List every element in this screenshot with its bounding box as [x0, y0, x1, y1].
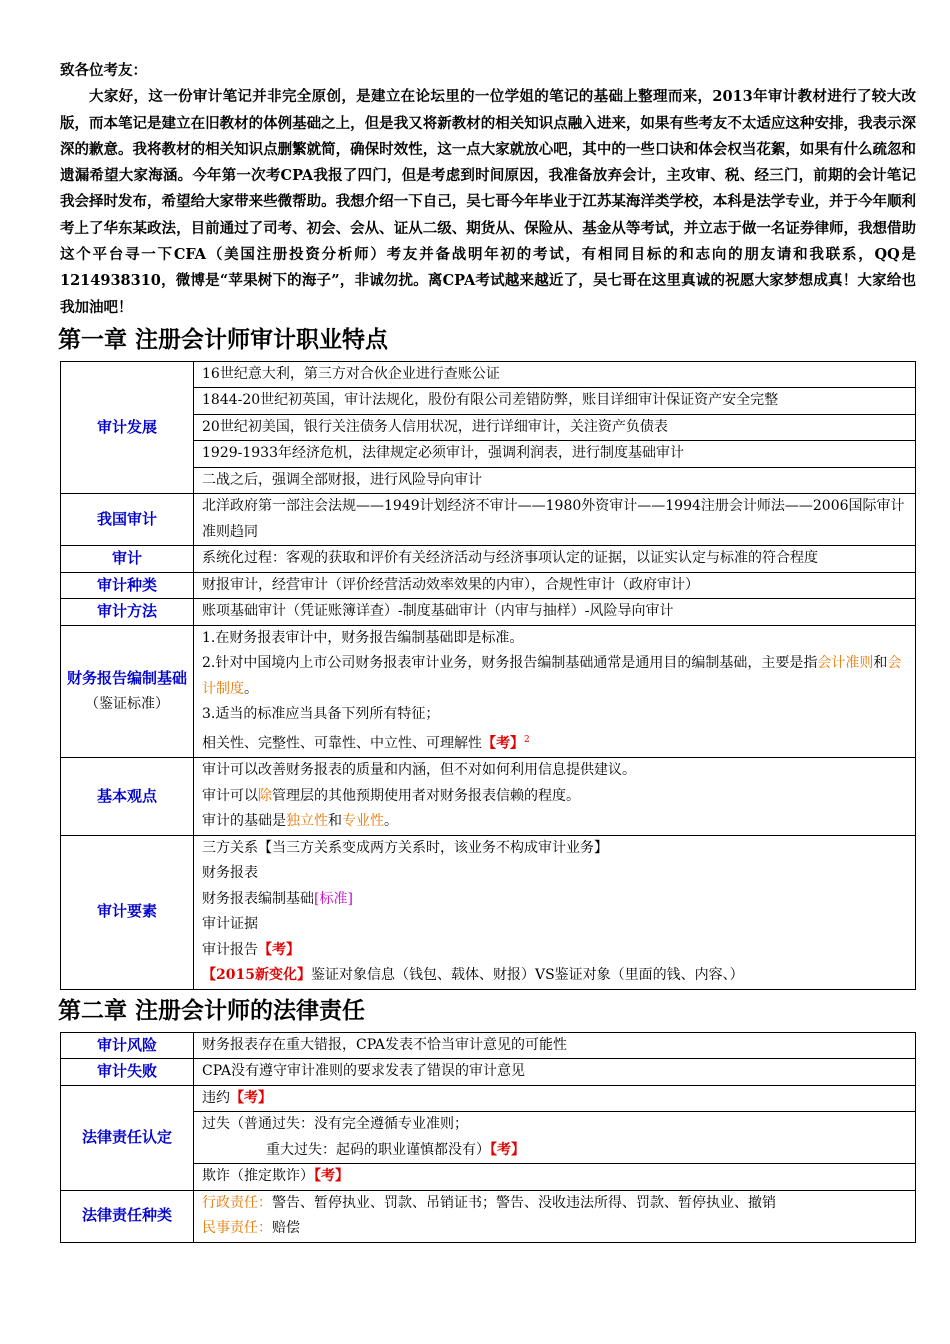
audit-methods-text: 账项基础审计（凭证账簿详查）-制度基础审计（内审与抽样）-风险导向审计 — [194, 599, 916, 626]
label-audit-types: 审计种类 — [61, 572, 194, 599]
exam-tag: 【考】 — [258, 941, 300, 958]
basis-line: 2.针对中国境内上市公司财务报表审计业务，财务报告编制基础通常是通用目的编制基础，主要是指会计准则和会计制度。 — [202, 655, 902, 697]
standard-tag: [标准] — [314, 890, 353, 907]
label-basic-views: 基本观点 — [61, 758, 194, 836]
intro-letter — [60, 58, 916, 321]
liability-kinds-content — [194, 1190, 916, 1242]
chapter-1-table — [60, 361, 916, 990]
elements-line: 审计报告【考】 — [202, 941, 300, 958]
audit-failure-text: CPA没有遵守审计准则的要求发表了错误的审计意见 — [194, 1059, 916, 1086]
new-change-tag: 【2015新变化】 — [202, 967, 311, 984]
label-audit-methods: 审计方法 — [61, 599, 194, 626]
chapter-1-title: 第一章 注册会计师审计职业特点 — [58, 325, 389, 353]
elements-line: 财务报表编制基础[标准] — [202, 890, 353, 907]
china-audit-text: 北洋政府第一部注会法规——1949计划经济不审计——1980外资审计——1994注册会计师法——2006国际审计准则趋同 — [194, 494, 916, 546]
label-audit-development: 审计发展 — [61, 361, 194, 494]
liability-fraud: 欺诈（推定欺诈）【考】 — [194, 1164, 916, 1191]
reporting-basis-title: 财务报告编制基础 — [66, 669, 187, 688]
dev-item: 16世纪意大利，第三方对合伙企业进行查账公证 — [194, 361, 916, 388]
basis-line: 相关性、完整性、可靠性、中立性、可理解性【考】$^2$ — [202, 734, 530, 752]
negligence-ordinary: 过失（普通过失：没有完全遵循专业准则； — [202, 1116, 468, 1133]
label-china-audit: 我国审计 — [61, 494, 194, 546]
label-audit-elements: 审计要素 — [61, 835, 194, 989]
negligence-gross: 重大过失：起码的职业谨慎都没有）【考】 — [266, 1141, 525, 1158]
audit-definition: 系统化过程：客观的获取和评价有关经济活动与经济事项认定的证据，以证实认定与标准的符合程度 — [194, 546, 916, 573]
exam-tag: 【考】 — [230, 1089, 272, 1106]
elements-line: 三方关系【当三方关系变成两方关系时，该业务不构成审计业务】 — [202, 839, 608, 856]
intro-body: 大家好，这一份审计笔记并非完全原创，是建立在论坛里的一位学姐的笔记的基础上整理而来，2013年审计教材进行了较大改版，而本笔记是建立在旧教材的体例基础之上，但是我又将新教材的相关知识点融入进来，如果有些考友不太适应这种安排，我表示深深的歉意。我将教材的相关知识点删繁就简，确保时效性，这一点大家就放心吧，其中的一些口诀和体会权当花絮，如果有什么疏忽和遗漏希望大家海涵。今年第一次考CPA我报了四门，但是考虑到时间原因，我准备放弃会计，主攻审、税、经三门，前期的会计笔记我会择时发布，希望给大家带来些微帮助。我想介绍一下自己，吴七哥今年毕业于江苏某海洋类学校，本科是法学专业，并于今年顺利考上了华东某政法，目前通过了司考、初会、会从、证从二级、期货从、保险从、基金从等考试，并立志于做一名证券律师，我想借助这个平台寻一下CFA（美国注册投资分析师）考友并备战明年初的考试，有相同目标的和志向的朋友请和我联系，QQ是1214938310，微博是“苹果树下的海子”，非诚勿扰。离CPA考试越来越近了，吴七哥在这里真诚的祝愿大家梦想成真！大家给也我加油吧！ — [60, 88, 916, 316]
label-liability-determination: 法律责任认定 — [61, 1085, 194, 1190]
highlight-accounting-standards: 会计准则 — [817, 655, 874, 672]
views-line: 审计的基础是独立性和专业性。 — [202, 813, 398, 830]
label-audit-failure: 审计失败 — [61, 1059, 194, 1086]
exam-tag: 【考】 — [482, 735, 524, 752]
views-line: 审计可以改善财务报表的质量和内涵，但不对如何利用信息提供建议。 — [202, 762, 636, 779]
label-liability-kinds: 法律责任种类 — [61, 1190, 194, 1242]
admin-liability: 行政责任：警告、暂停执业、罚款、吊销证书；警告、没收违法所得、罚款、暂停执业、撤销 — [202, 1194, 776, 1211]
liability-negligence — [194, 1112, 916, 1164]
audit-types-text: 财报审计，经营审计（评价经营活动效率效果的内审），合规性审计（政府审计） — [194, 572, 916, 599]
audit-elements-content — [194, 835, 916, 989]
chapter-2-table — [60, 1032, 916, 1243]
exam-tag: 【考】 — [490, 1141, 525, 1158]
label-reporting-basis — [61, 625, 194, 757]
exam-tag: 【考】 — [314, 1168, 349, 1185]
footnote-marker: 2 — [524, 734, 530, 745]
dev-item: 1929-1933年经济危机，法律规定必须审计，强调利润表，进行制度基础审计 — [194, 441, 916, 468]
basis-line: 1.在财务报表审计中，财务报告编制基础即是标准。 — [202, 629, 524, 646]
label-audit: 审计 — [61, 546, 194, 573]
highlight-independence: 独立性 — [286, 813, 328, 830]
basic-views-content — [194, 758, 916, 836]
audit-risk-text: 财务报表存在重大错报，CPA发表不恰当审计意见的可能性 — [194, 1032, 916, 1059]
highlight-accounting-system: 会计制度 — [202, 655, 902, 697]
chapter-2-title: 第二章 注册会计师的法律责任 — [58, 996, 366, 1024]
elements-line: 【2015新变化】鉴证对象信息（钱包、载体、财报）VS鉴证对象（里面的钱、内容、） — [202, 967, 744, 984]
document-page — [60, 58, 916, 1243]
label-audit-risk: 审计风险 — [61, 1032, 194, 1059]
intro-greeting: 致各位考友： — [60, 62, 147, 79]
views-line: 审计可以除管理层的其他预期使用者对财务报表信赖的程度。 — [202, 787, 580, 804]
highlight-except: 除 — [258, 787, 272, 804]
liability-breach: 违约【考】 — [194, 1085, 916, 1112]
elements-line: 审计证据 — [202, 916, 258, 933]
dev-item: 20世纪初美国，银行关注债务人信用状况，进行详细审计，关注资产负债表 — [194, 414, 916, 441]
dev-item: 1844-20世纪初英国，审计法规化，股份有限公司差错防弊，账目详细审计保证资产安全完整 — [194, 388, 916, 415]
dev-item: 二战之后，强调全部财报，进行风险导向审计 — [194, 467, 916, 494]
basis-line: 3.适当的标准应当具备下列所有特征； — [202, 706, 440, 723]
reporting-basis-subtitle: （鉴证标准） — [85, 695, 169, 712]
elements-line: 财务报表 — [202, 865, 258, 882]
civil-liability: 民事责任：赔偿 — [202, 1220, 300, 1237]
reporting-basis-content — [194, 625, 916, 757]
highlight-professionalism: 专业性 — [342, 813, 384, 830]
